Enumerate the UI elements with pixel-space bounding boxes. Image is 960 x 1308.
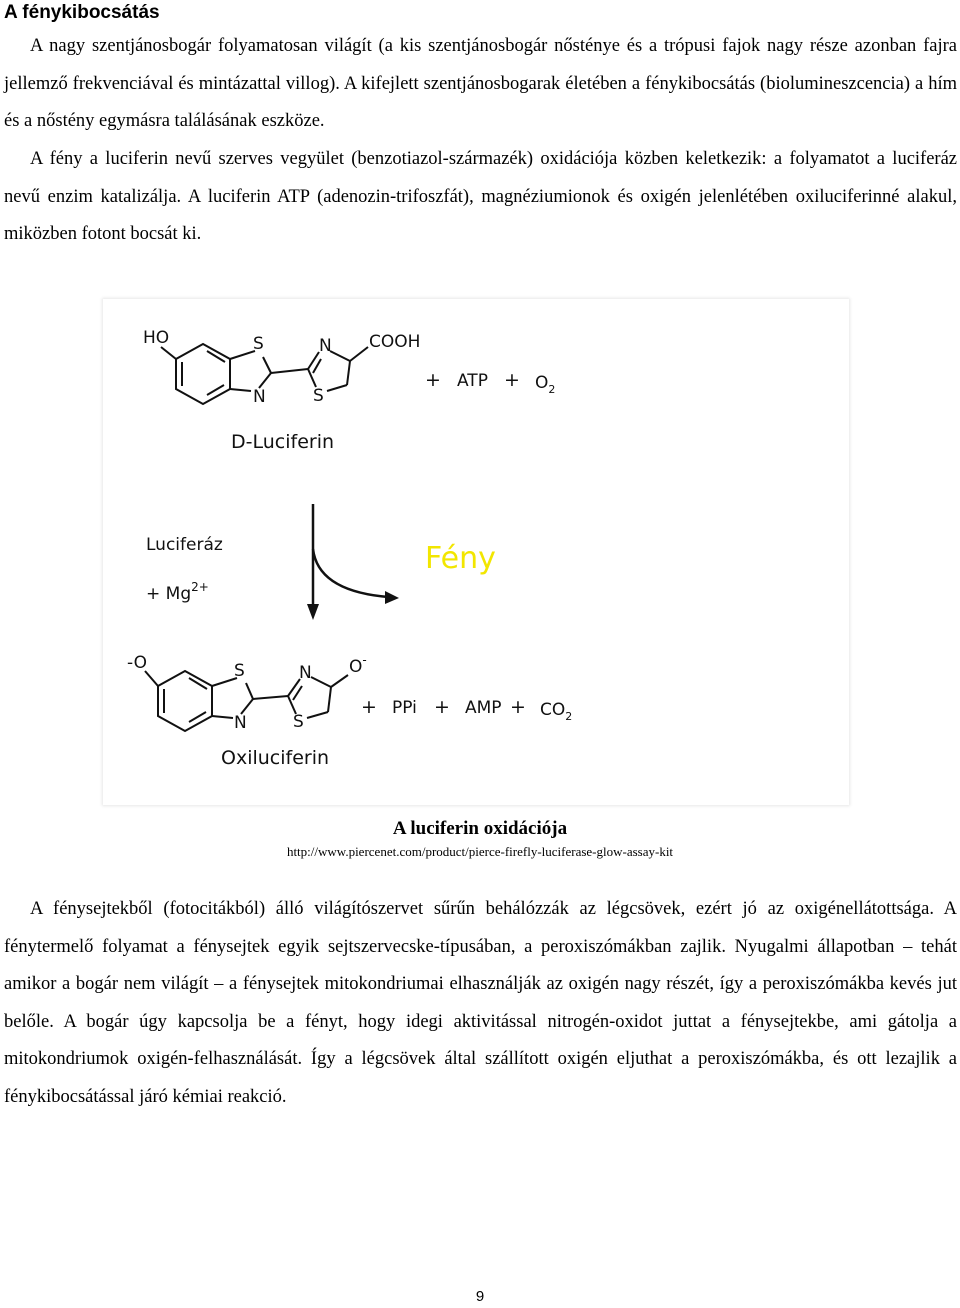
s-label: S [234,661,245,681]
d-luciferin-name: D-Luciferin [231,431,335,453]
plus-sign: + [425,369,441,391]
atp-label: ATP [457,371,488,391]
figure-source-link[interactable]: http://www.piercenet.com/product/pierce-firefly-luciferase-glow-assay-kit [286,844,674,859]
luciferin-oxidation-figure [103,299,849,805]
section-heading: A fénykibocsátás [4,2,160,23]
co2-label: $CO_2$ [540,700,573,723]
reaction-arrow [307,504,399,620]
paragraph-light-organ: A fénysejtekből (fotocitákból) álló világítószervet sűrűn behálózzák az légcsövek, ezért jó az oxigénellátottsága. A fénytermelő folyamat a fénysejtek egyik sejtszervecske-típusában, a peroxiszómákban zajlik. Nyugalmi állapotban – tehát amikor a bogár nem világít – a fénysejtek mitokondriumai elhasználják az oxigén nagy részét, így a peroxiszómákba kevés jut belőle. A bogár úgy kapcsolja be a fényt, hogy idegi aktivitással nitrogén-oxidot juttat a fénysejtekbe, ami gátolja a mitokondriumok oxigén-felhasználását. Így a légcsövek által szállított oxigén eljuthat a peroxiszómákba, és ott lezajlik a fénykibocsátással járó kémiai reakció. [4,899,957,1107]
n-label: N [319,336,332,356]
amp-label: AMP [465,698,502,718]
o-minus-label: O- [349,653,367,677]
mg-label: + $Mg^{2+}$ [146,580,209,604]
ho-label: HO [143,328,170,348]
plus-sign: + [434,696,450,718]
plus-sign: + [504,369,520,391]
s-label: S [293,712,304,732]
plus-sign: + [510,696,526,718]
plus-sign: + [361,696,377,718]
n-label: N [253,387,266,407]
s-label: S [253,334,264,354]
page-number: 9 [475,1288,485,1305]
paragraph-reaction: A fény a luciferin nevű szerves vegyület (benzotiazol-származék) oxidációja közben keletkezik: a folyamatot a luciferáz nevű enzim katalizálja. A luciferin ATP (adenozin-trifoszfát), magnéziumionok és oxigén jelenlétében oxiluciferinné alakul, miközben fotont bocsát ki. [4,149,957,245]
ppi-label: PPi [392,698,417,718]
paragraph-intro: A nagy szentjánosbogár folyamatosan világít (a kis szentjánosbogár nőstényе és a trópusi fajok nagy része azonban fajra jellemző frekvenciával és mintázattal villog). A kifejlett szentjánosbogarak életében a fénykibocsátás (biolumineszcencia) a hím és a nőstény egymásra találásának eszköze. [4,36,957,132]
n-label: N [234,713,247,733]
light-label: Fény [425,541,496,576]
n-label: N [299,663,312,683]
o2-label: $O_2$ [535,373,556,396]
luciferase-label: Luciferáz [146,535,223,555]
o-minus-label: -O [127,653,147,673]
oxiluciferin-name: Oxiluciferin [221,747,330,769]
cooh-label: COOH [369,332,421,352]
s-label: S [313,386,324,406]
figure-caption: A luciferin oxidációja [392,818,568,839]
